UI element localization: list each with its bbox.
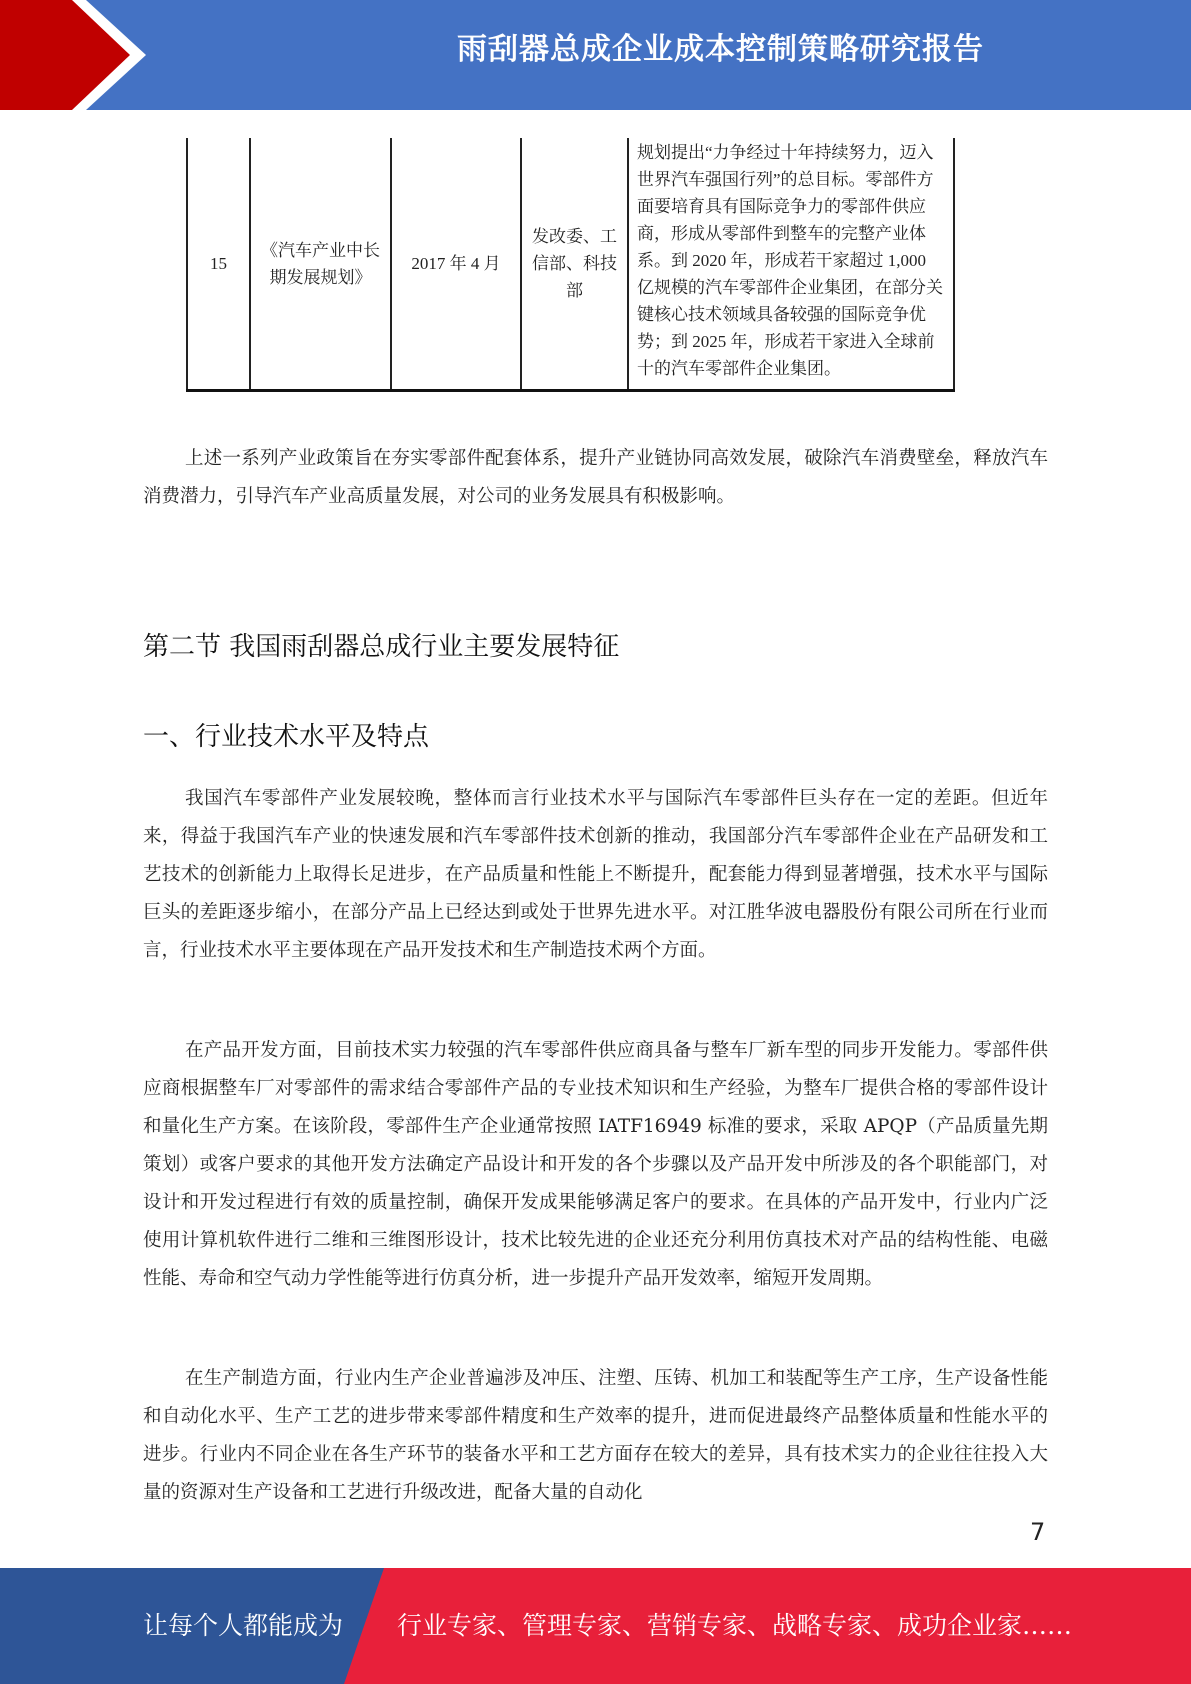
table-cell-policy-name: 《汽车产业中长期发展规划》 — [250, 138, 391, 391]
table-cell-departments: 发改委、工信部、科技部 — [521, 138, 628, 391]
table-cell-index: 15 — [187, 138, 250, 391]
page-footer — [0, 1568, 1191, 1684]
footer-slogan-right: 行业专家、管理专家、营销专家、战略专家、成功企业家…… — [397, 1611, 1073, 1640]
footer-slogan-left: 让每个人都能成为 — [143, 1611, 344, 1640]
table-cell-content: 规划提出“力争经过十年持续努力，迈入世界汽车强国行列”的总目标。零部件方面要培育具有国际竞争力的零部件供应商，形成从零部件到整车的完整产业体系。到 2020 年，形成若干家超过 1,000 亿规模的汽车零部件企业集团，在部分关键核心技术领域具备较强的国际竞争优势；到 2025 年，形成若干家进入全球前十的汽车零部件企业集团。 — [628, 138, 954, 391]
table-row — [187, 138, 954, 391]
paragraph-manufacturing: 在生产制造方面，行业内生产企业普遍涉及冲压、注塑、压铸、机加工和装配等生产工序，生产设备性能和自动化水平、生产工艺的进步带来零部件精度和生产效率的提升，进而促进最终产品整体质量和性能水平的进步。行业内不同企业在各生产环节的装备水平和工艺方面存在较大的差异，具有技术实力的企业往往投入大量的资源对生产设备和工艺进行升级改进，配备大量的自动化 — [143, 1368, 1048, 1503]
page-header — [0, 0, 1191, 110]
table-cell-date: 2017 年 4 月 — [391, 138, 521, 391]
subsection-title: 一、行业技术水平及特点 — [143, 722, 430, 752]
report-title: 雨刮器总成企业成本控制策略研究报告 — [457, 32, 984, 67]
red-arrow-icon — [0, 0, 150, 110]
section-title: 第二节 我国雨刮器总成行业主要发展特征 — [143, 632, 620, 662]
paragraph-tech-level: 我国汽车零部件产业发展较晚，整体而言行业技术水平与国际汽车零部件巨头存在一定的差距。但近年来，得益于我国汽车产业的快速发展和汽车零部件技术创新的推动，我国部分汽车零部件企业在产品研发和工艺技术的创新能力上取得长足进步，在产品质量和性能上不断提升，配套能力得到显著增强，技术水平与国际巨头的差距逐步缩小，在部分产品上已经达到或处于世界先进水平。对江胜华波电器股份有限公司所在行业而言，行业技术水平主要体现在产品开发技术和生产制造技术两个方面。 — [143, 788, 1048, 961]
page-number: 7 — [1030, 1518, 1046, 1546]
policy-table — [186, 138, 955, 392]
paragraph-product-development: 在产品开发方面，目前技术实力较强的汽车零部件供应商具备与整车厂新车型的同步开发能力。零部件供应商根据整车厂对零部件的需求结合零部件产品的专业技术知识和生产经验，为整车厂提供合格的零部件设计和量化生产方案。在该阶段，零部件生产企业通常按照 IATF16949 标准的要求，采取 APQP（产品质量先期策划）或客户要求的其他开发方法确定产品设计和开发的各个步骤以及产品开发中所涉及的各个职能部门，对设计和开发过程进行有效的质量控制，确保开发成果能够满足客户的要求。在具体的产品开发中，行业内广泛使用计算机软件进行二维和三维图形设计，技术比较先进的企业还充分利用仿真技术对产品的结构性能、电磁性能、寿命和空气动力学性能等进行仿真分析，进一步提升产品开发效率，缩短开发周期。 — [143, 1040, 1048, 1289]
paragraph-policy-summary: 上述一系列产业政策旨在夯实零部件配套体系，提升产业链协同高效发展，破除汽车消费壁垒，释放汽车消费潜力，引导汽车产业高质量发展，对公司的业务发展具有积极影响。 — [143, 448, 1048, 507]
